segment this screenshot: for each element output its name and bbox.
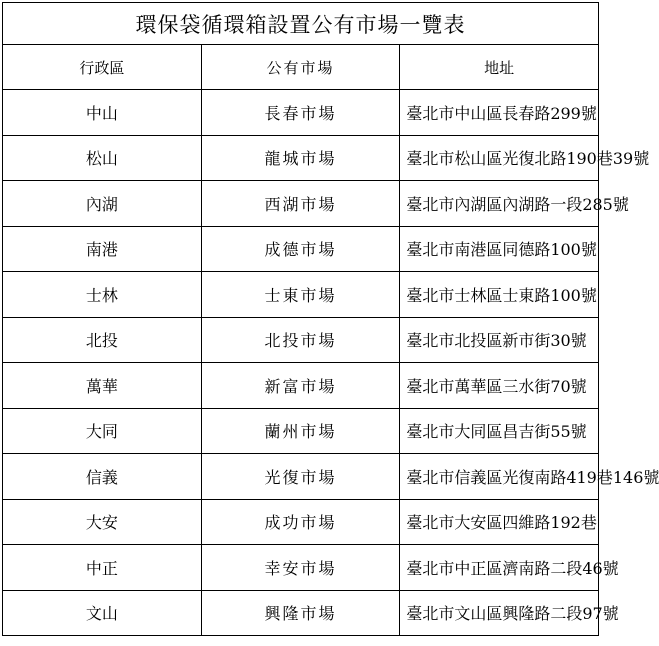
district-cell: 南港 — [3, 226, 202, 272]
table-row — [3, 363, 599, 409]
column-header-district: 行政區 — [3, 45, 202, 90]
table-row — [3, 590, 599, 636]
table-row — [3, 181, 599, 227]
district-cell: 內湖 — [3, 181, 202, 227]
table-row — [3, 545, 599, 591]
address-cell: 臺北市南港區同德路100號 — [400, 226, 599, 272]
address-cell: 臺北市信義區光復南路419巷146號 — [400, 454, 599, 500]
market-table — [2, 2, 659, 636]
market-cell: 成德市場 — [201, 226, 400, 272]
district-cell: 中正 — [3, 545, 202, 591]
address-cell: 臺北市大安區四維路192巷 — [400, 499, 599, 545]
table-row — [3, 499, 599, 545]
table-row — [3, 90, 599, 136]
address-cell: 臺北市文山區興隆路二段97號 — [400, 590, 599, 636]
market-cell: 興隆市場 — [201, 590, 400, 636]
table-row — [3, 454, 599, 500]
district-cell: 萬華 — [3, 363, 202, 409]
address-cell: 臺北市北投區新市街30號 — [400, 317, 599, 363]
address-cell: 臺北市中正區濟南路二段46號 — [400, 545, 599, 591]
address-cell: 臺北市中山區長春路299號 — [400, 90, 599, 136]
address-cell: 臺北市松山區光復北路190巷39號 — [400, 135, 599, 181]
table-title: 環保袋循環箱設置公有市場一覽表 — [3, 3, 599, 45]
address-cell: 臺北市士林區士東路100號 — [400, 272, 599, 318]
table-row — [3, 272, 599, 318]
address-cell: 臺北市萬華區三水街70號 — [400, 363, 599, 409]
market-cell: 龍城市場 — [201, 135, 400, 181]
address-cell: 臺北市大同區昌吉街55號 — [400, 408, 599, 454]
market-cell: 北投市場 — [201, 317, 400, 363]
header-row — [3, 45, 599, 90]
market-cell: 西湖市場 — [201, 181, 400, 227]
table-row — [3, 226, 599, 272]
market-cell: 士東市場 — [201, 272, 400, 318]
market-list-sheet — [0, 2, 659, 646]
table-row — [3, 317, 599, 363]
district-cell: 中山 — [3, 90, 202, 136]
column-header-market: 公有市場 — [201, 45, 400, 90]
district-cell: 松山 — [3, 135, 202, 181]
table-row — [3, 135, 599, 181]
district-cell: 大安 — [3, 499, 202, 545]
district-cell: 北投 — [3, 317, 202, 363]
table-row — [3, 408, 599, 454]
market-cell: 光復市場 — [201, 454, 400, 500]
market-cell: 長春市場 — [201, 90, 400, 136]
title-row — [3, 3, 599, 45]
district-cell: 大同 — [3, 408, 202, 454]
column-header-address: 地址 — [400, 45, 599, 90]
market-cell: 幸安市場 — [201, 545, 400, 591]
market-cell: 蘭州市場 — [201, 408, 400, 454]
market-cell: 新富市場 — [201, 363, 400, 409]
district-cell: 信義 — [3, 454, 202, 500]
district-cell: 文山 — [3, 590, 202, 636]
table-body — [3, 90, 659, 636]
district-cell: 士林 — [3, 272, 202, 318]
market-cell: 成功市場 — [201, 499, 400, 545]
address-cell: 臺北市內湖區內湖路一段285號 — [400, 181, 599, 227]
